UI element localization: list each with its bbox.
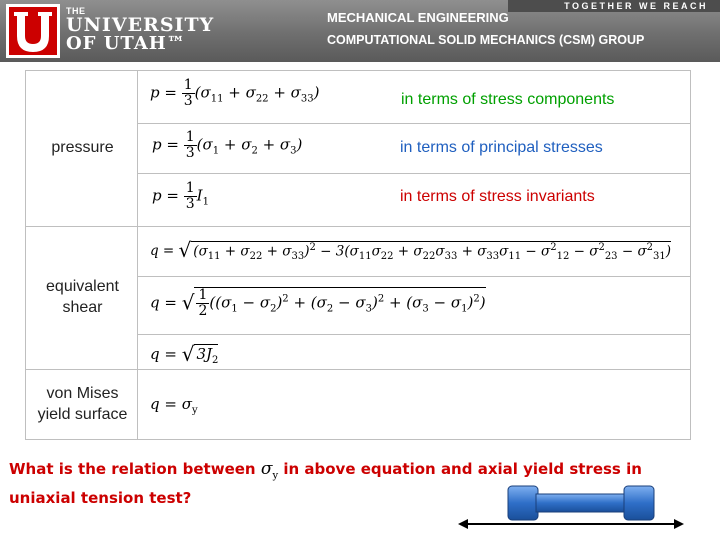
section-divider [25,226,691,227]
university-name-line2: OF UTAH™ [66,33,186,54]
formula-pressure-invariant: p = $\frac{1}{3}$ $I_1$ [152,180,209,212]
question-line1-b: in above equation and axial yield stress in [283,460,642,478]
label-yield-surface: yield surface [37,406,128,423]
formula-von-mises: $q = \sigma_y$ [150,395,198,416]
tagline-text: TOGETHER WE REACH [564,1,708,11]
label-equivalent: equivalent [46,278,119,295]
sigma-y-symbol: $\sigma_y$ [260,459,279,482]
label-pressure: pressure [51,139,114,156]
row-divider [138,173,691,174]
tagline-bar [508,0,720,12]
university-logo-icon [6,4,60,58]
note-principal-stresses: in terms of principal stresses [400,139,603,156]
note-stress-invariants: in terms of stress invariants [400,188,595,205]
question-line1-a: What is the relation between [9,460,256,478]
row-divider [138,123,691,124]
header-banner [0,0,720,62]
row-divider [138,276,691,277]
department-title: MECHANICAL ENGINEERING [327,10,509,25]
table-column-divider [137,70,138,440]
formula-shear-components: q = √ $(\sigma_{11} + \sigma_{22} + \sigma_{33})^2 - 3(\sigma_{11}\sigma_{22} + \sigma_{22}\sigma_{33} + \sigma_{33}\sigma_{11} - \sigma^2_{12} - \sigma^2_{23} - \sigma^2_{31})$ [150,238,672,262]
group-title: COMPUTATIONAL SOLID MECHANICS (CSM) GROUP [327,33,645,47]
university-name-line1: UNIVERSITY [66,14,215,36]
section-divider [25,369,691,370]
note-stress-components: in terms of stress components [401,91,615,108]
tension-specimen-icon [458,474,684,536]
university-the: THE [66,6,86,16]
label-shear: shear [62,299,103,316]
formula-pressure-principal: p = $\frac{1}{3}$ $(\sigma_1 + \sigma_2 + \sigma_3)$ [152,129,303,161]
formula-shear-principal: q = √ $\frac{1}{2}$ $((\sigma_1 - \sigma_2)^2 + (\sigma_2 - \sigma_3)^2 + (\sigma_3 - \sigma_1)^2)$ [150,287,486,319]
question-line2: uniaxial tension test? [9,489,192,508]
row-divider [138,334,691,335]
formula-pressure-components: p = $\frac{1}{3}$ $(\sigma_{11} + \sigma_{22} + \sigma_{33})$ [150,77,320,109]
label-von-mises: von Mises [46,385,119,402]
formula-shear-invariant: q = √ $3J_2$ [150,342,219,366]
